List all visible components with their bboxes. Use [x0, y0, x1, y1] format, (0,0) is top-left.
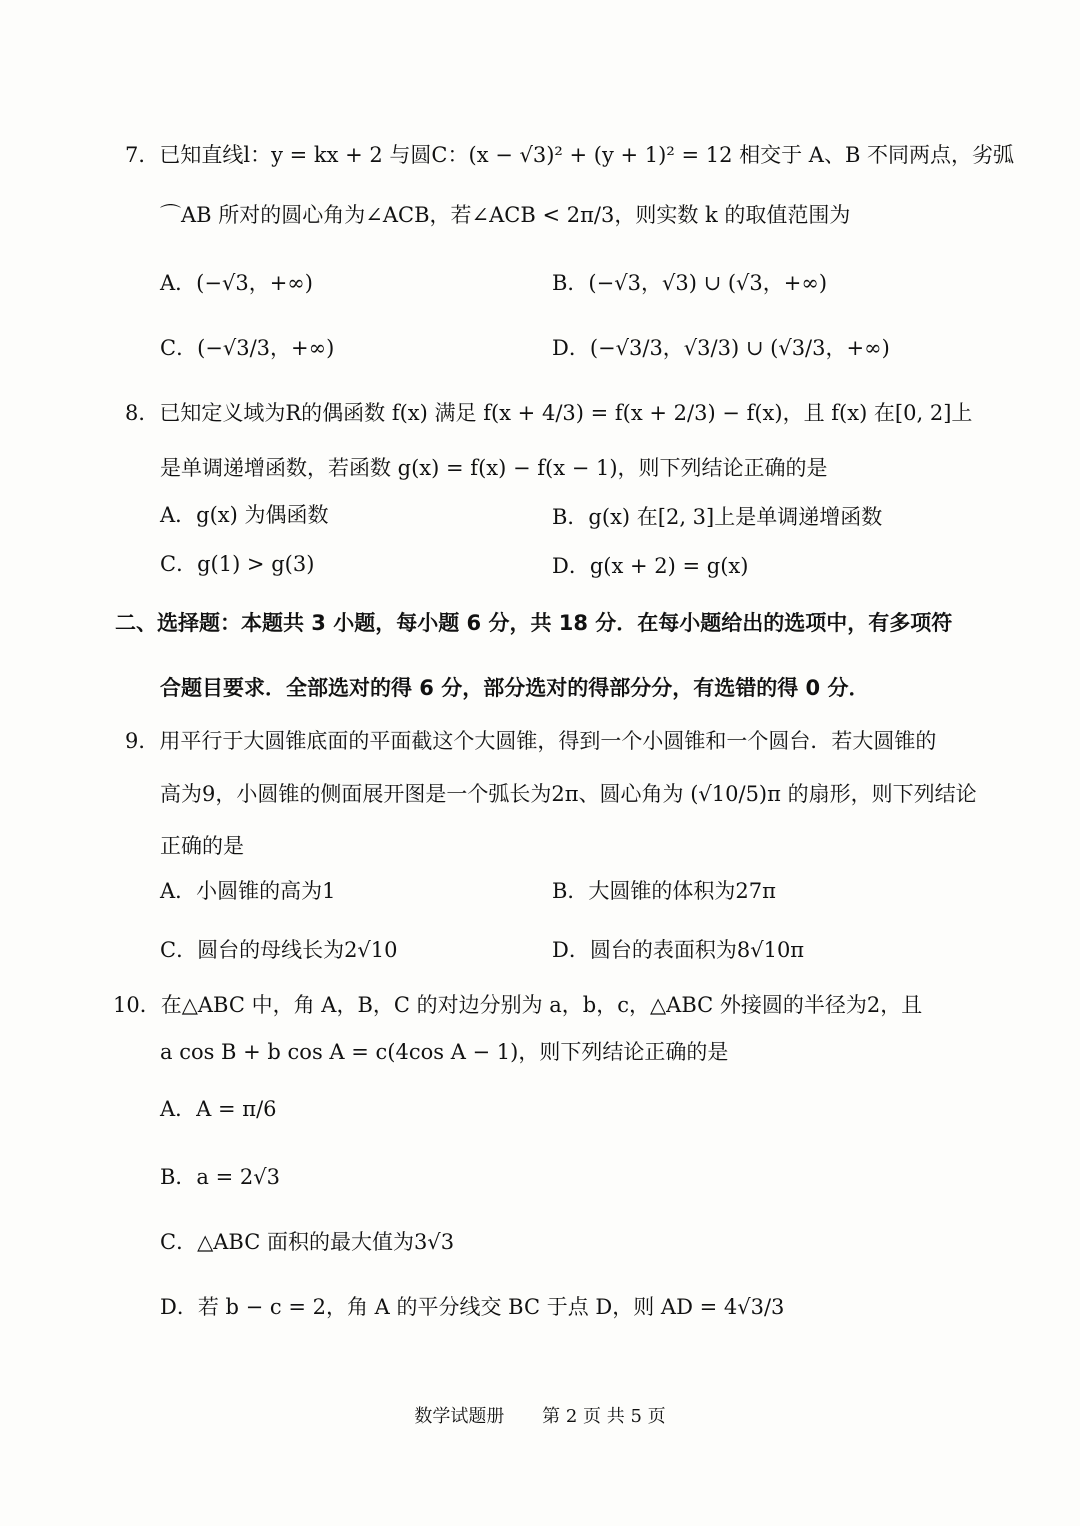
q7-option-b: B．(−√3，√3) ∪ (√3，+∞) — [552, 271, 828, 295]
q8-stem-line1: 8．已知定义域为R的偶函数 f(x) 满足 f(x + 4/3) = f(x + 2/3) − f(x)，且 f(x) 在[0, 2]上 — [125, 401, 973, 425]
q9-option-d: D．圆台的表面积为8√10π — [552, 938, 805, 962]
q7-option-c: C．(−√3/3，+∞) — [160, 336, 335, 360]
q9-option-b: B．大圆锥的体积为27π — [552, 879, 776, 903]
q8-option-b: B．g(x) 在[2, 3]上是单调递增函数 — [552, 505, 883, 529]
q9-option-c: C．圆台的母线长为2√10 — [160, 938, 398, 962]
q9-stem-line2: 高为9，小圆锥的侧面展开图是一个弧长为2π、圆心角为 (√10/5)π 的扇形，则下列结论 — [160, 782, 977, 806]
q7-stem-line2: ⌒AB 所对的圆心角为∠ACB，若∠ACB < 2π/3，则实数 k 的取值范围为 — [160, 203, 851, 227]
section-2-heading-line1: 二、选择题：本题共 3 小题，每小题 6 分，共 18 分．在每小题给出的选项中，有多项符 — [115, 611, 953, 635]
q9-option-a: A．小圆锥的高为1 — [160, 879, 336, 903]
q8-option-d: D．g(x + 2) = g(x) — [552, 554, 749, 578]
q7-stem-line1: 7．已知直线l：y = kx + 2 与圆C：(x − √3)² + (y + 1)² = 12 相交于 A、B 不同两点，劣弧 — [125, 143, 1015, 167]
q8-stem-line2: 是单调递增函数，若函数 g(x) = f(x) − f(x − 1)，则下列结论正确的是 — [160, 456, 828, 480]
page-footer — [0, 1402, 1080, 1428]
q8-option-a: A．g(x) 为偶函数 — [160, 503, 329, 527]
q9-stem-line3: 正确的是 — [160, 834, 244, 858]
section-2-heading-line2: 合题目要求．全部选对的得 6 分，部分选对的得部分分，有选错的得 0 分． — [160, 676, 870, 700]
q7-option-d: D．(−√3/3，√3/3) ∪ (√3/3，+∞) — [552, 336, 890, 360]
q10-option-c: C．△ABC 面积的最大值为3√3 — [160, 1230, 455, 1254]
q10-option-a: A．A = π/6 — [160, 1097, 277, 1121]
q10-stem-line1: 10．在△ABC 中，角 A，B，C 的对边分别为 a，b，c，△ABC 外接圆的半径为2，且 — [113, 993, 923, 1017]
q10-stem-line2: a cos B + b cos A = c(4cos A − 1)，则下列结论正确的是 — [160, 1040, 729, 1064]
q10-option-b: B．a = 2√3 — [160, 1165, 281, 1189]
footer-page-number: 第 2 页 共 5 页 — [542, 1406, 666, 1427]
footer-book-title: 数学试题册 — [414, 1406, 505, 1427]
q7-option-a: A．(−√3，+∞) — [160, 271, 313, 295]
q8-option-c: C．g(1) > g(3) — [160, 552, 315, 576]
q10-option-d: D．若 b − c = 2，角 A 的平分线交 BC 于点 D，则 AD = 4√3/3 — [160, 1295, 785, 1319]
q9-stem-line1: 9．用平行于大圆锥底面的平面截这个大圆锥，得到一个小圆锥和一个圆台．若大圆锥的 — [125, 729, 937, 753]
